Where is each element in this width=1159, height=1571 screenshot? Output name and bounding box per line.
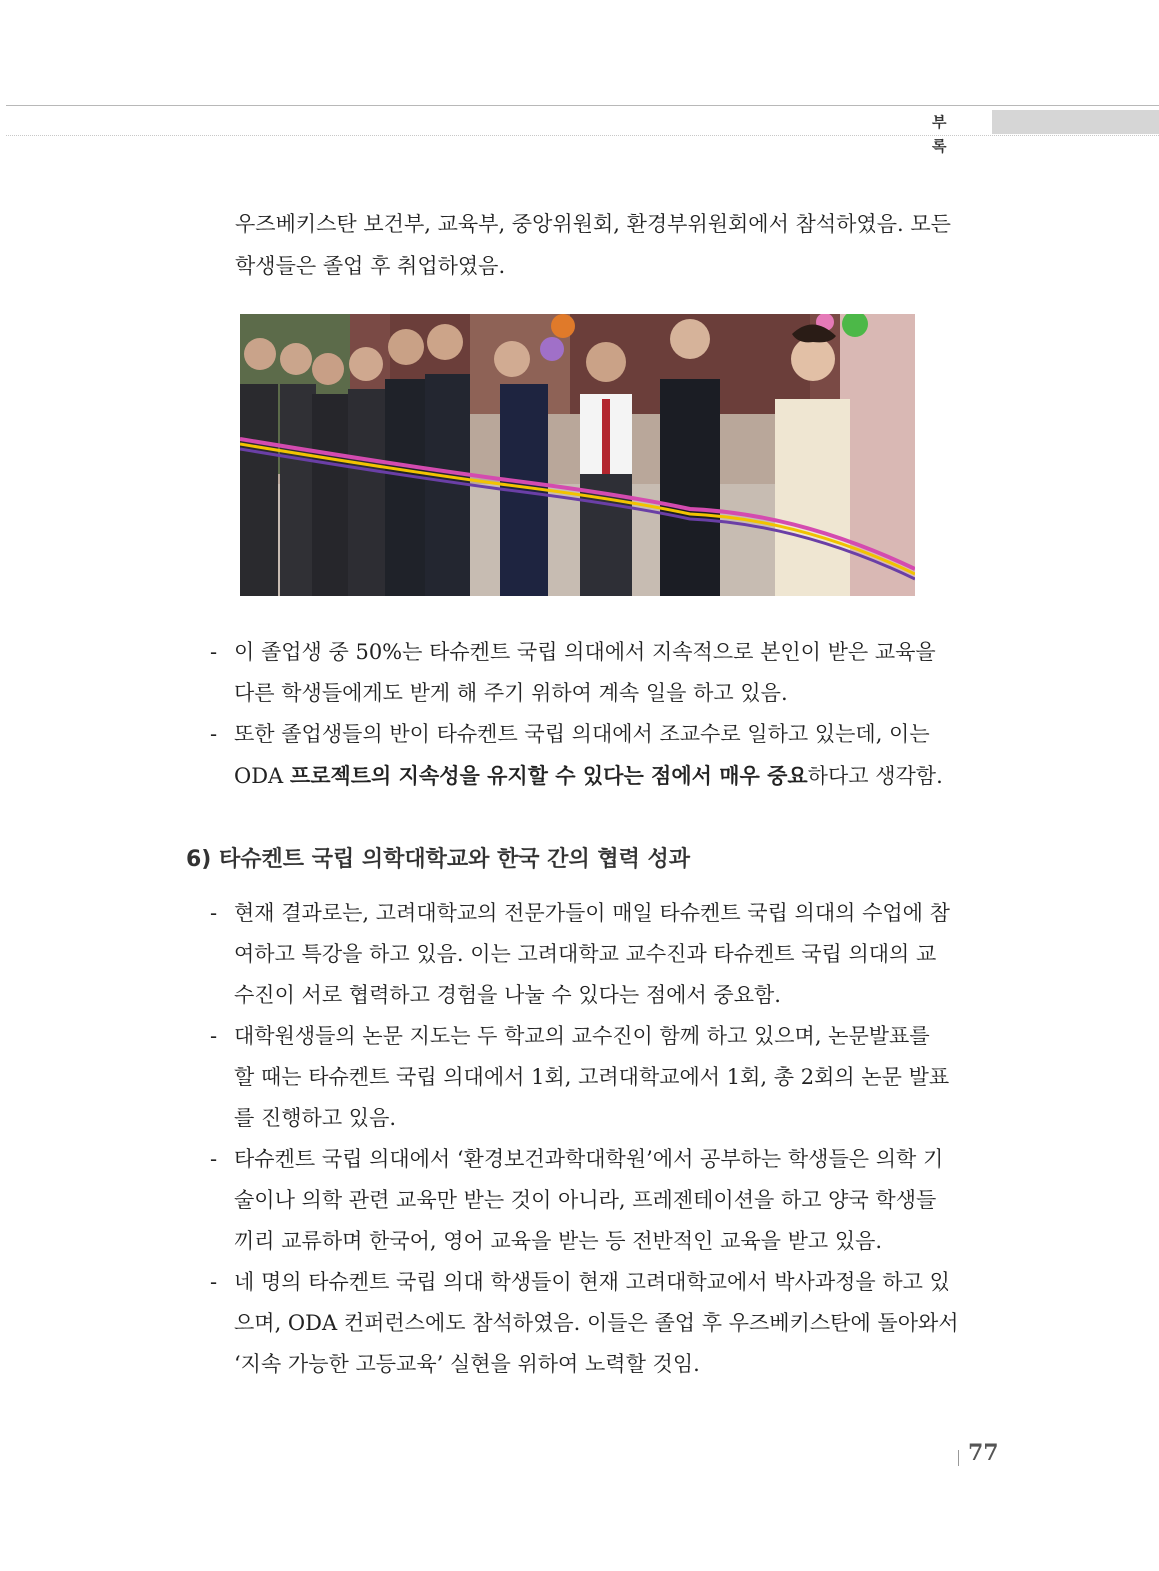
bullet-line: - 이 졸업생 중 50%는 타슈켄트 국립 의대에서 지속적으로 본인이 받은 교육을 — [210, 632, 990, 673]
bullet-line: 술이나 의학 관련 교육만 받는 것이 아니라, 프레젠테이션을 하고 양국 학생들 — [234, 1188, 937, 1212]
bullet-dash: - — [210, 1147, 218, 1171]
section-title: 6) 타슈켄트 국립 의학대학교와 한국 간의 협력 성과 — [186, 847, 691, 872]
bullet-line: 으며, ODA 컨퍼런스에도 참석하였음. 이들은 졸업 후 우즈베키스탄에 돌아와서 — [234, 1311, 959, 1335]
intro-paragraph — [235, 203, 990, 287]
bullet-line: - 현재 결과로는, 고려대학교의 전문가들이 매일 타슈켄트 국립 의대의 수업에 참 — [210, 893, 990, 934]
bullet-line: ODA 프로젝트의 지속성을 유지할 수 있다는 점에서 매우 중요하다고 생각함. — [234, 763, 943, 788]
bullet-dash: - — [210, 1270, 218, 1294]
bullet-line: ‘지속 가능한 고등교육’ 실현을 위하여 노력할 것임. — [234, 1352, 700, 1376]
bullet-line: - 네 명의 타슈켄트 국립 의대 학생들이 현재 고려대학교에서 박사과정을 하고 있 — [210, 1262, 990, 1303]
page-number: 77 — [968, 1440, 999, 1466]
header-rule — [6, 105, 1159, 106]
bullet-item — [210, 893, 990, 1016]
header-tab-bar — [992, 110, 1159, 134]
bullet-line: 할 때는 타슈켄트 국립 의대에서 1회, 고려대학교에서 1회, 총 2회의 논문 발표 — [234, 1065, 950, 1089]
bullet-item — [210, 1016, 990, 1139]
intro-line: 학생들은 졸업 후 취업하였음. — [235, 254, 506, 278]
ribbon-cutting-photo — [240, 314, 915, 596]
bullet-dash: - — [210, 722, 218, 746]
intro-line: 우즈베키스탄 보건부, 교육부, 중앙위원회, 환경부위원회에서 참석하였음. 모든 — [235, 212, 951, 236]
bullet-line: 수진이 서로 협력하고 경험을 나눌 수 있다는 점에서 중요함. — [234, 983, 781, 1007]
bullet-item — [210, 1139, 990, 1262]
page-number-divider — [958, 1450, 959, 1466]
header-dotted-rule — [6, 135, 1159, 136]
bullet-line: - 또한 졸업생들의 반이 타슈켄트 국립 의대에서 조교수로 일하고 있는데, 이는 — [210, 714, 990, 755]
bullet-dash: - — [210, 901, 218, 925]
bullet-dash: - — [210, 640, 218, 664]
bullet-item — [210, 1262, 990, 1385]
emphasis-text: 프로젝트의 지속성을 유지할 수 있다는 점에서 매우 중요 — [289, 763, 808, 788]
bullet-line: - 타슈켄트 국립 의대에서 ‘환경보건과학대학원’에서 공부하는 학생들은 의학 기 — [210, 1139, 990, 1180]
bullet-line: 여하고 특강을 하고 있음. 이는 고려대학교 교수진과 타슈켄트 국립 의대의 교 — [234, 942, 937, 966]
bullet-line: 다른 학생들에게도 받게 해 주기 위하여 계속 일을 하고 있음. — [234, 681, 788, 705]
bullet-line: 끼리 교류하며 한국어, 영어 교육을 받는 등 전반적인 교육을 받고 있음. — [234, 1229, 883, 1253]
bullet-line: - 대학원생들의 논문 지도는 두 학교의 교수진이 함께 하고 있으며, 논문발표를 — [210, 1016, 990, 1057]
bullet-item — [210, 632, 990, 714]
bullet-line: 를 진행하고 있음. — [234, 1106, 397, 1130]
bullet-item — [210, 714, 990, 796]
bullet-dash: - — [210, 1024, 218, 1048]
section-label: 부 록 — [932, 113, 961, 155]
